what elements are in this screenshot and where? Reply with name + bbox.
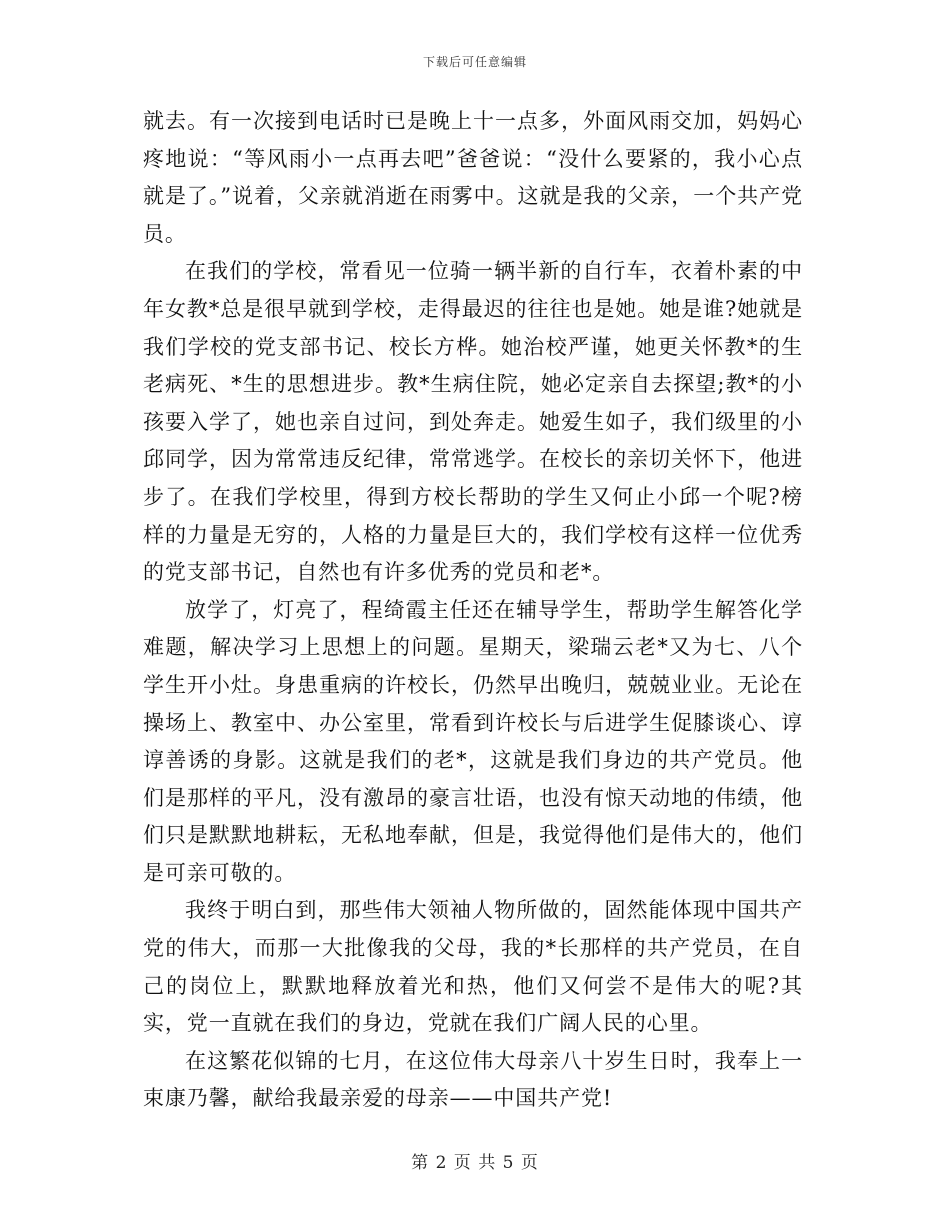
document-body <box>143 103 803 1118</box>
paragraph-teachers: 放学了，灯亮了，程绮霞主任还在辅导学生，帮助学生解答化学难题，解决学习上思想上的问题。星期天，梁瑞云老*又为七、八个学生开小灶。身患重病的许校长，仍然早出晚归，兢兢业业。无论在操场上、教室中、办公室里，常看到许校长与后进学生促膝谈心、谆谆善诱的身影。这就是我们的老*，这就是我们身边的共产党员。他们是那样的平凡，没有激昂的豪言壮语，也没有惊天动地的伟绩，他们只是默默地耕耘，无私地奉献，但是，我觉得他们是伟大的，他们是可亲可敬的。 <box>143 597 803 885</box>
page-number-label: 第 2 页 共 5 页 <box>411 1153 539 1173</box>
paragraph-continuation: 就去。有一次接到电话时已是晚上十一点多，外面风雨交加，妈妈心疼地说：“等风雨小一点再去吧”爸爸说：“没什么要紧的，我小心点就是了。”说着，父亲就消逝在雨雾中。这就是我的父亲，一个共产党员。 <box>143 109 803 246</box>
paragraph-closing: 在这繁花似锦的七月，在这位伟大母亲八十岁生日时，我奉上一束康乃馨，献给我最亲爱的母亲——中国共产党! <box>143 1048 803 1111</box>
paragraph-principal: 在我们的学校，常看见一位骑一辆半新的自行车，衣着朴素的中年女教*总是很早就到学校，走得最迟的往往也是她。她是谁?她就是我们学校的党支部书记、校长方桦。她治校严谨，她更关怀教*的生老病死、*生的思想进步。教*生病住院，她必定亲自去探望;教*的小孩要入学了，她也亲自过问，到处奔走。她爱生如子，我们级里的小邱同学，因为常常违反纪律，常常逃学。在校长的亲切关怀下，他进步了。在我们学校里，得到方校长帮助的学生又何止小邱一个呢?榜样的力量是无穷的，人格的力量是巨大的，我们学校有这样一位优秀的党支部书记，自然也有许多优秀的党员和老*。 <box>143 259 803 585</box>
page-number-footer <box>0 1148 950 1173</box>
paragraph-realization: 我终于明白到，那些伟大领袖人物所做的，固然能体现中国共产党的伟大，而那一大批像我的父母，我的*长那样的共产党员，在自己的岗位上，默默地释放着光和热，他们又何尝不是伟大的呢?其实，党一直就在我们的身边，党就在我们广阔人民的心里。 <box>143 898 803 1036</box>
page-header-note: 下载后可任意编辑 <box>422 55 527 69</box>
